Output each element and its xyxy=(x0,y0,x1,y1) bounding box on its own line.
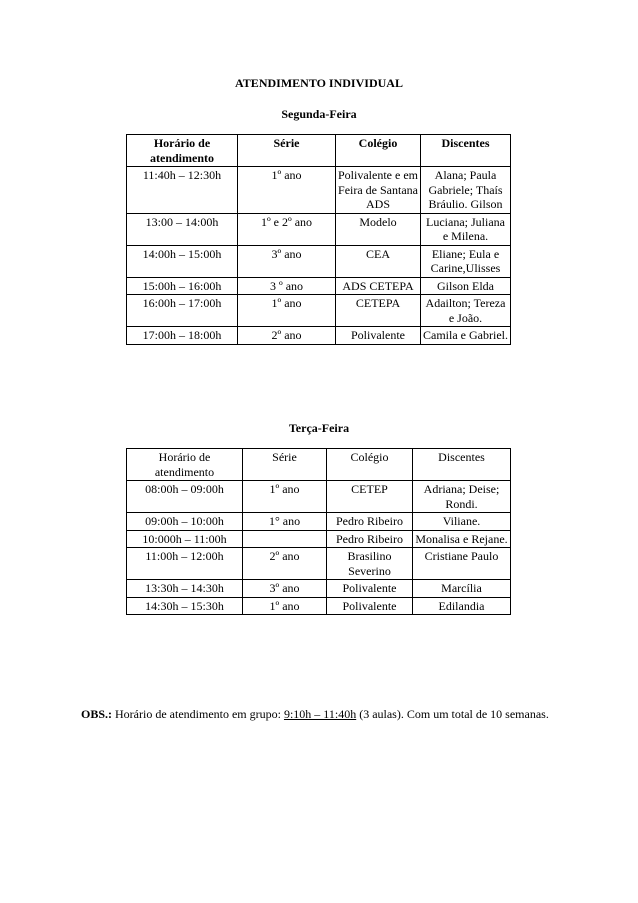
cell-discentes: Edilandia xyxy=(413,597,511,615)
cell-serie: 3 º ano xyxy=(238,277,336,295)
table-row xyxy=(127,530,511,548)
header-horario: Horário de atendimento xyxy=(127,135,238,167)
table-row xyxy=(127,295,511,327)
obs-label: OBS.: xyxy=(81,707,113,721)
cell-discentes: Monalisa e Rejane. xyxy=(413,530,511,548)
cell-discentes: Camila e Gabriel. xyxy=(421,327,511,345)
cell-discentes: Eliane; Eula e Carine,Ulisses xyxy=(421,245,511,277)
header-colegio: Colégio xyxy=(327,449,413,481)
cell-colegio: ADS CETEPA xyxy=(336,277,421,295)
cell-serie: 2º ano xyxy=(238,327,336,345)
cell-colegio: CETEP xyxy=(327,481,413,513)
cell-colegio: Polivalente e em Feira de Santana ADS xyxy=(336,167,421,214)
header-colegio: Colégio xyxy=(336,135,421,167)
cell-time: 17:00h – 18:00h xyxy=(127,327,238,345)
cell-serie: 1º ano xyxy=(243,597,327,615)
observation-note xyxy=(81,706,551,723)
header-serie: Série xyxy=(243,449,327,481)
cell-colegio: CEA xyxy=(336,245,421,277)
cell-time: 09:00h – 10:00h xyxy=(127,513,243,531)
cell-colegio: Modelo xyxy=(336,213,421,245)
cell-discentes: Adailton; Tereza e João. xyxy=(421,295,511,327)
cell-serie xyxy=(243,530,327,548)
table-row xyxy=(127,513,511,531)
table-row xyxy=(127,580,511,598)
table-row xyxy=(127,213,511,245)
obs-group-time: 9:10h – 11:40h xyxy=(283,707,357,721)
table-row xyxy=(127,277,511,295)
table-row xyxy=(127,548,511,580)
cell-serie: 3º ano xyxy=(243,580,327,598)
cell-colegio: CETEPA xyxy=(336,295,421,327)
table-header-row xyxy=(127,135,511,167)
cell-serie: 3º ano xyxy=(238,245,336,277)
cell-time: 14:00h – 15:00h xyxy=(127,245,238,277)
cell-time: 16:00h – 17:00h xyxy=(127,295,238,327)
header-discentes: Discentes xyxy=(413,449,511,481)
cell-time: 08:00h – 09:00h xyxy=(127,481,243,513)
table-header-row xyxy=(127,449,511,481)
table-row xyxy=(127,597,511,615)
table-row xyxy=(127,245,511,277)
cell-time: 14:30h – 15:30h xyxy=(127,597,243,615)
cell-colegio: Brasilino Severino xyxy=(327,548,413,580)
cell-serie: 1° ano xyxy=(243,513,327,531)
obs-text-before: Horário de atendimento em grupo: xyxy=(115,707,281,721)
cell-discentes: Cristiane Paulo xyxy=(413,548,511,580)
cell-serie: 1º ano xyxy=(238,167,336,214)
cell-time: 11:40h – 12:30h xyxy=(127,167,238,214)
tuesday-title: Terça-Feira xyxy=(288,421,350,435)
cell-time: 13:30h – 14:30h xyxy=(127,580,243,598)
cell-discentes: Viliane. xyxy=(413,513,511,531)
cell-time: 10:000h – 11:00h xyxy=(127,530,243,548)
cell-discentes: Marcília xyxy=(413,580,511,598)
cell-colegio: Pedro Ribeiro xyxy=(327,530,413,548)
header-serie: Série xyxy=(238,135,336,167)
header-horario: Horário de atendimento xyxy=(127,449,243,481)
cell-colegio: Pedro Ribeiro xyxy=(327,513,413,531)
monday-table xyxy=(126,134,511,345)
cell-discentes: Luciana; Juliana e Milena. xyxy=(421,213,511,245)
table-row xyxy=(127,327,511,345)
cell-discentes: Adriana; Deise; Rondi. xyxy=(413,481,511,513)
cell-time: 15:00h – 16:00h xyxy=(127,277,238,295)
cell-colegio: Polivalente xyxy=(327,580,413,598)
cell-colegio: Polivalente xyxy=(336,327,421,345)
cell-serie: 2º ano xyxy=(243,548,327,580)
cell-time: 11:00h – 12:00h xyxy=(127,548,243,580)
cell-serie: 1º ano xyxy=(243,481,327,513)
cell-colegio: Polivalente xyxy=(327,597,413,615)
cell-serie: 1º ano xyxy=(238,295,336,327)
page-title: ATENDIMENTO INDIVIDUAL xyxy=(235,76,403,90)
cell-discentes: Alana; Paula Gabriele; Thaís Bráulio. Gilson xyxy=(421,167,511,214)
cell-discentes: Gilson Elda xyxy=(421,277,511,295)
header-discentes: Discentes xyxy=(421,135,511,167)
table-row xyxy=(127,167,511,214)
obs-text-after: (3 aulas). Com um total de 10 semanas. xyxy=(359,707,549,721)
cell-serie: 1º e 2º ano xyxy=(238,213,336,245)
table-row xyxy=(127,481,511,513)
tuesday-table xyxy=(126,448,511,615)
monday-title: Segunda-Feira xyxy=(281,107,357,121)
cell-time: 13:00 – 14:00h xyxy=(127,213,238,245)
